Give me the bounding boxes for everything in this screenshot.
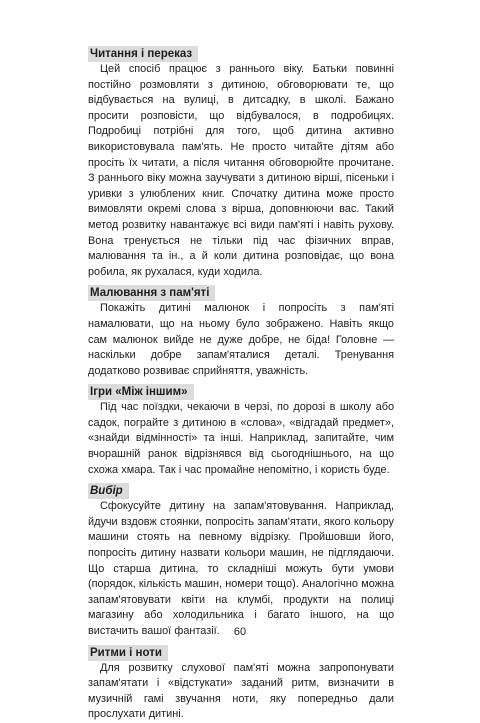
section-body: Сфокусуйте дитину на запам'ятовування. Наприклад, йдучи вздовж стоянки, попросіть запам'ятати, якого кольору машини стоять на певному відрізку. Пройшовши його, попросіть дитину назвати кольори машин, не підглядаючи. Що старша дитина, то складніші можуть бути умови (порядок, кількість машин, номери тощо). Аналогічно можна запам'ятовувати квіти на клумбі, продукти на полиці магазину або холодильника і багато іншого, на що вистачить вашої фантазії. [88,500,394,637]
page-content [88,44,394,723]
section-drawing-from-memory [88,283,394,379]
section-choice [88,481,394,639]
section-body: Під час поїздки, чекаючи в черзі, по дорозі в школу або садок, пограйте з дитиною в «слова», «відгадай предмет», «знайди відмінності» та інші. Наприклад, запитайте, чим вчорашній ранок відрізнявся від сьогоднішнього, на що схожа хмара. Так і час промайне непомітно, і користь буде. [88,401,394,476]
section-body: Для розвитку слухової пам'яті можна запропонувати запам'ятати і «відстукати» заданий ритм, визначити в музичній гамі звучання ноти, яку попередньо дали прослухати дитині. [88,661,394,721]
section-heading: Читання і переказ [88,46,198,62]
section-heading: Ритми і ноти [88,645,168,661]
page-number: 60 [233,626,247,638]
section-games-in-between [88,382,394,478]
section-body: Покажіть дитині малюнок і попросіть з пам'яті намалювати, що на ньому було зображено. Навіть якщо сам малюнок вийде не дуже добре, не біда! Головне — наскільки добре запам'яталися деталі. Тренування додатково розвиває сприйняття, уважність. [88,302,394,377]
section-rhythms-notes [88,643,394,723]
section-heading: Вибір [88,483,129,499]
section-body: Цей спосіб працює з раннього віку. Батьки повинні постійно розмовляти з дитиною, обговорювати те, що відбувається на вулиці, в дитсадку, в школі. Бажано просити розповісти, що відбувалося, в подробицях. Подробиці потрібні для того, щоб дитина активно використовувала пам'ять. Не просто читайте дітям або просіть їх читати, а після читання обговорюйте прочитане. З раннього віку можна заучувати з дитиною вірші, пісеньки і уривки з улюблених книг. Спочатку дитина може просто вимовляти окремі слова з вірша, доповнюючи вас. Такий метод розвитку навантажує всі види пам'яті і навіть рухову. Вона тренується не тільки під час фізичних вправ, малювання та ін., а й коли дитина розповідає, що вона робила, як рухалася, куди ходила. [88,63,394,278]
section-heading: Малювання з пам'яті [88,285,215,301]
section-heading: Ігри «Між іншим» [88,384,194,400]
section-reading-retelling [88,44,394,280]
